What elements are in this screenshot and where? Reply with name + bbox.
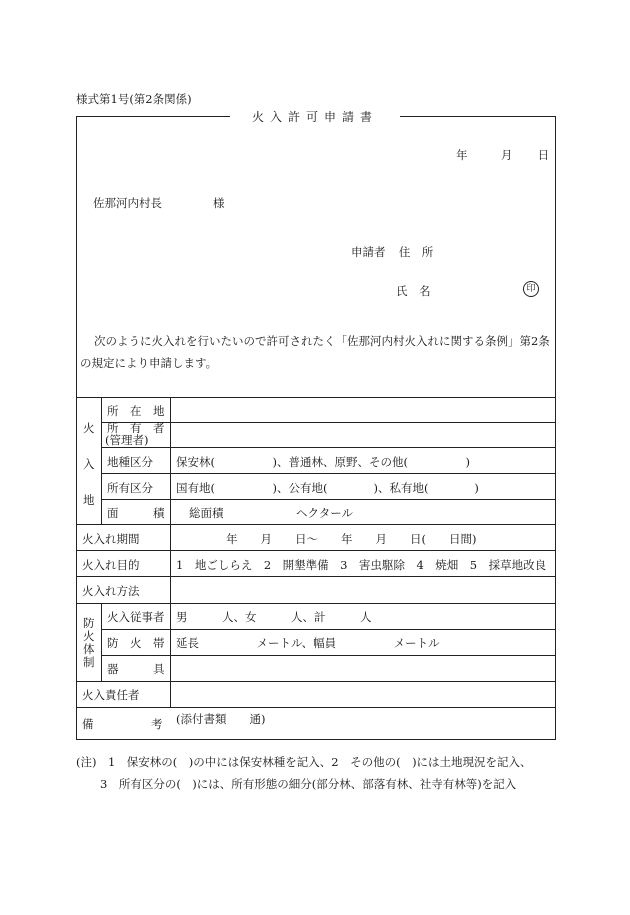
equipment-label: 器 具 bbox=[107, 662, 165, 676]
date-month: 月 bbox=[500, 148, 513, 162]
workers-label: 火入従事者 bbox=[107, 610, 165, 624]
form-number-label: 様式第1号(第2条関係) bbox=[76, 92, 192, 106]
owner-label: 所 有 者 bbox=[107, 421, 165, 435]
group-land-char-3: 地 bbox=[83, 493, 95, 507]
group-fire-system-char-2: 火 bbox=[83, 629, 95, 643]
method-label: 火入れ方法 bbox=[82, 584, 140, 598]
group-fire-system-char-4: 制 bbox=[83, 655, 95, 669]
application-statement: 次のように火入れを行いたいので許可されたく「佐那河内村火入れに関する条例」第2条の規定により申請します。 bbox=[80, 334, 550, 370]
owner-label-sub: (管理者) bbox=[105, 433, 149, 447]
row-divider bbox=[76, 603, 556, 604]
ownership-value: 国有地( )、公有地( )、私有地( ) bbox=[176, 481, 479, 495]
row-divider bbox=[76, 576, 556, 577]
period-label: 火入れ期間 bbox=[82, 532, 140, 546]
group-divider bbox=[101, 603, 102, 681]
seal-mark: 印 bbox=[523, 281, 539, 297]
date-line bbox=[456, 147, 549, 163]
purpose-value: 1 地ごしらえ 2 開墾準備 3 害虫駆除 4 焼畑 5 採草地改良 bbox=[176, 558, 547, 572]
remarks-value: (添付書類 通) bbox=[176, 712, 266, 726]
applicant-address-label: 住 所 bbox=[398, 245, 434, 259]
note-line-1: (注) 1 保安林の( )の中には保安林種を記入、2 その他の( )には土地現況を記入、 bbox=[76, 755, 532, 769]
date-day: 日 bbox=[537, 148, 550, 162]
area-value-prefix: 総面積 bbox=[189, 506, 224, 520]
addressee-name: 佐那河内村長 bbox=[93, 196, 162, 210]
date-year: 年 bbox=[456, 148, 468, 162]
applicant-address bbox=[351, 244, 433, 260]
row-divider bbox=[76, 524, 556, 525]
ownership-label: 所有区分 bbox=[107, 481, 153, 495]
land-type-value: 保安林( )、普通林、原野、その他( ) bbox=[176, 455, 470, 469]
area-value-unit: ヘクタール bbox=[296, 506, 354, 520]
location-label: 所 在 地 bbox=[107, 404, 165, 418]
group-divider bbox=[101, 397, 102, 524]
group-fire-system-char-3: 体 bbox=[83, 642, 95, 656]
label-divider bbox=[170, 397, 171, 707]
group-land-char-1: 火 bbox=[83, 421, 95, 435]
row-divider bbox=[76, 681, 556, 682]
firebreak-value: 延長 メートル、幅員 メートル bbox=[176, 636, 440, 650]
group-land-char-2: 入 bbox=[83, 457, 95, 471]
area-label: 面 積 bbox=[107, 506, 165, 520]
firebreak-label: 防 火 帯 bbox=[107, 636, 165, 650]
land-type-label: 地種区分 bbox=[107, 455, 153, 469]
group-fire-system-char-1: 防 bbox=[83, 616, 95, 630]
responsible-label: 火入責任者 bbox=[82, 688, 140, 702]
note-line-2: 3 所有区分の( )には、所有形態の細分(部分林、部落有林、社寺有林等)を記入 bbox=[100, 777, 517, 791]
addressee-honorific: 様 bbox=[213, 196, 225, 210]
addressee bbox=[93, 195, 225, 211]
row-divider bbox=[76, 550, 556, 551]
period-value: 年 月 日～ 年 月 日( 日間) bbox=[226, 532, 477, 546]
table-top-border bbox=[76, 397, 556, 398]
purpose-label: 火入れ目的 bbox=[82, 558, 140, 572]
applicant-name-label: 氏 名 bbox=[396, 284, 431, 298]
workers-value: 男 人、女 人、計 人 bbox=[176, 610, 372, 624]
document-title: 火入許可申請書 bbox=[230, 108, 400, 125]
row-divider bbox=[76, 707, 556, 708]
applicant-role: 申請者 bbox=[351, 245, 386, 259]
remarks-label: 備 考 bbox=[82, 717, 163, 731]
